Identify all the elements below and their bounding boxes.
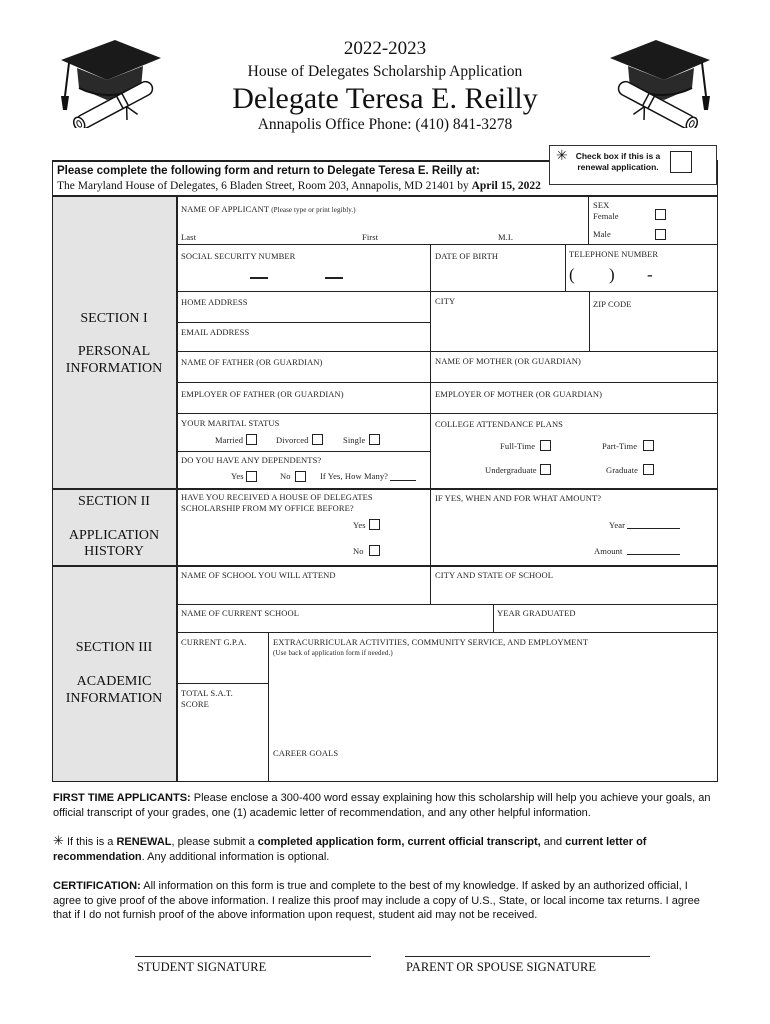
extracurricular-hint: (Use back of application form if needed.) [273, 649, 393, 657]
section-2-sub2: HISTORY [84, 544, 144, 559]
student-signature-field[interactable] [135, 930, 371, 956]
section-3-sub1: ACADEMIC [76, 674, 152, 689]
parent-signature-field[interactable] [405, 930, 650, 956]
undergraduate-checkbox[interactable] [540, 464, 551, 475]
part-time-checkbox[interactable] [643, 440, 654, 451]
email-input[interactable] [180, 337, 426, 349]
graduate-checkbox[interactable] [643, 464, 654, 475]
city-state-school-input[interactable] [434, 582, 714, 602]
career-goals-label: CAREER GOALS [273, 748, 339, 758]
college-plans-label: COLLEGE ATTENDANCE PLANS [435, 419, 564, 429]
when-amount-label: IF YES, WHEN AND FOR WHAT AMOUNT? [435, 493, 602, 503]
extracurricular-input[interactable] [272, 660, 714, 740]
renewal-label: Check box if this is a renewal application. [575, 151, 661, 172]
father-employer-label: EMPLOYER OF FATHER (OR GUARDIAN) [181, 389, 344, 399]
single-checkbox[interactable] [369, 434, 380, 445]
divorced-label: Divorced [276, 435, 309, 445]
address-text: The Maryland House of Delegates, 6 Bladen Street, Room 203, Annapolis, MD 21401 by [57, 180, 472, 192]
section-1-sub1: PERSONAL [77, 344, 151, 359]
section-3-sub2: INFORMATION [65, 691, 163, 706]
received-yes-checkbox[interactable] [369, 519, 380, 530]
female-checkbox[interactable] [655, 209, 666, 220]
telephone-label: TELEPHONE NUMBER [569, 249, 659, 259]
section-1-title: SECTION I [80, 311, 148, 326]
father-name-input[interactable] [180, 368, 426, 380]
amount-received-input[interactable] [627, 541, 680, 554]
first-name-label: First [362, 232, 379, 242]
part-time-label: Part-Time [602, 441, 638, 451]
renewal-instructions: ✳ If this is a RENEWAL, please submit a completed application form, current official transcript, and current letter of recommendation. Any additional information is optional. [53, 834, 647, 863]
tel-close-paren: ) [609, 265, 615, 284]
instructions-line: Please complete the following form and return to Delegate Teresa E. Reilly at: [57, 165, 480, 177]
gpa-input[interactable] [180, 648, 265, 681]
full-time-checkbox[interactable] [540, 440, 551, 451]
sat-label-line2: SCORE [181, 699, 209, 709]
city-state-school-label: CITY AND STATE OF SCHOOL [435, 570, 554, 580]
how-many-label: If Yes, How Many? [320, 471, 389, 481]
mother-employer-input[interactable] [434, 399, 714, 411]
divorced-checkbox[interactable] [312, 434, 323, 445]
received-question-line2: SCHOLARSHIP FROM MY OFFICE BEFORE? [181, 503, 354, 513]
first-time-instructions: FIRST TIME APPLICANTS: Please enclose a 300-400 word essay explaining how this scholarship will help you achieve your goals, an official transcript of your grades, one (1) academic letter of recommendation, and any other helpful information. [53, 792, 711, 819]
last-name-label: Last [181, 232, 197, 242]
section-3-title: SECTION III [75, 640, 153, 655]
deadline-date: April 15, 2022 [471, 180, 541, 192]
ssn-input[interactable] [180, 262, 426, 286]
extracurricular-label: EXTRACURRICULAR ACTIVITIES, COMMUNITY SERVICE, AND EMPLOYMENT [273, 637, 589, 647]
year-received-input[interactable] [627, 515, 680, 528]
undergraduate-label: Undergraduate [485, 465, 537, 475]
dependents-no-checkbox[interactable] [295, 471, 306, 482]
mother-employer-label: EMPLOYER OF MOTHER (OR GUARDIAN) [435, 389, 603, 399]
home-address-label: HOME ADDRESS [181, 297, 248, 307]
sat-input[interactable] [180, 712, 265, 778]
single-label: Single [343, 435, 366, 445]
current-school-label: NAME OF CURRENT SCHOOL [181, 608, 299, 618]
male-label: Male [593, 229, 611, 239]
married-label: Married [215, 435, 244, 445]
city-input[interactable] [434, 306, 586, 348]
parent-signature-label: PARENT OR SPOUSE SIGNATURE [406, 960, 596, 974]
how-many-input[interactable] [390, 468, 416, 480]
amount-label: Amount [594, 546, 623, 556]
zip-label: ZIP CODE [593, 299, 632, 309]
female-label: Female [593, 211, 619, 221]
career-goals-input[interactable] [272, 759, 714, 779]
mother-name-label: NAME OF MOTHER (OR GUARDIAN) [435, 356, 581, 366]
year-graduated-label: YEAR GRADUATED [497, 608, 576, 618]
asterisk-icon: ✳ [53, 834, 64, 849]
program-title: House of Delegates Scholarship Application [247, 63, 523, 80]
dependents-yes-checkbox[interactable] [246, 471, 257, 482]
zip-input[interactable] [592, 310, 714, 348]
dob-label: DATE OF BIRTH [435, 251, 499, 261]
dependents-yes-label: Yes [231, 471, 244, 481]
received-question-line1: HAVE YOU RECEIVED A HOUSE OF DELEGATES [181, 492, 373, 502]
received-no-checkbox[interactable] [369, 545, 380, 556]
school-attend-input[interactable] [180, 582, 426, 602]
applicant-name-input[interactable] [180, 214, 585, 230]
home-address-input[interactable] [180, 307, 426, 320]
current-school-input[interactable] [180, 618, 490, 630]
applicant-name-label: NAME OF APPLICANT (Please type or print legibly.) [181, 204, 356, 214]
father-name-label: NAME OF FATHER (OR GUARDIAN) [181, 357, 323, 367]
tel-open-paren: ( [569, 265, 575, 284]
section-2-sub1: APPLICATION [68, 528, 160, 543]
certification-text: CERTIFICATION: All information on this form is true and complete to the best of my knowledge. If asked by an authorized official, I agree to give proof of the above information. I realize this proof may include a copy of U.S., State, or local income tax returns. I agree that if I do not furnish proof of the above information upon request, student aid may not be received. [53, 880, 700, 921]
received-no-label: No [353, 546, 364, 556]
student-signature-label: STUDENT SIGNATURE [137, 960, 267, 974]
section-1-sub2: INFORMATION [65, 361, 163, 376]
city-label: CITY [435, 296, 456, 306]
office-phone: Annapolis Office Phone: (410) 841-3278 [257, 116, 513, 133]
section-2-title: SECTION II [78, 494, 150, 509]
gpa-label: CURRENT G.P.A. [181, 637, 247, 647]
year-graduated-input[interactable] [496, 618, 714, 630]
dob-input[interactable] [434, 262, 562, 286]
ssn-label: SOCIAL SECURITY NUMBER [181, 251, 296, 261]
telephone-input[interactable] [568, 262, 714, 288]
tel-dash: - [647, 265, 653, 284]
graduate-label: Graduate [606, 465, 638, 475]
full-time-label: Full-Time [500, 441, 536, 451]
dependents-label: DO YOU HAVE ANY DEPENDENTS? [181, 455, 322, 465]
form-year: 2022-2023 [343, 38, 427, 59]
delegate-name: Delegate Teresa E. Reilly [232, 82, 538, 115]
marital-status-label: YOUR MARITAL STATUS [181, 418, 280, 428]
male-checkbox[interactable] [655, 229, 666, 240]
mother-name-input[interactable] [434, 368, 714, 380]
married-checkbox[interactable] [246, 434, 257, 445]
year-label: Year [609, 520, 626, 530]
email-label: EMAIL ADDRESS [181, 327, 250, 337]
middle-initial-label: M.I. [498, 232, 514, 242]
sat-label-line1: TOTAL S.A.T. [181, 688, 233, 698]
school-attend-label: NAME OF SCHOOL YOU WILL ATTEND [181, 570, 336, 580]
asterisk-icon: ✳ [556, 148, 568, 164]
dependents-no-label: No [280, 471, 291, 481]
received-yes-label: Yes [353, 520, 366, 530]
father-employer-input[interactable] [180, 399, 426, 411]
sex-label: SEX [593, 200, 610, 210]
